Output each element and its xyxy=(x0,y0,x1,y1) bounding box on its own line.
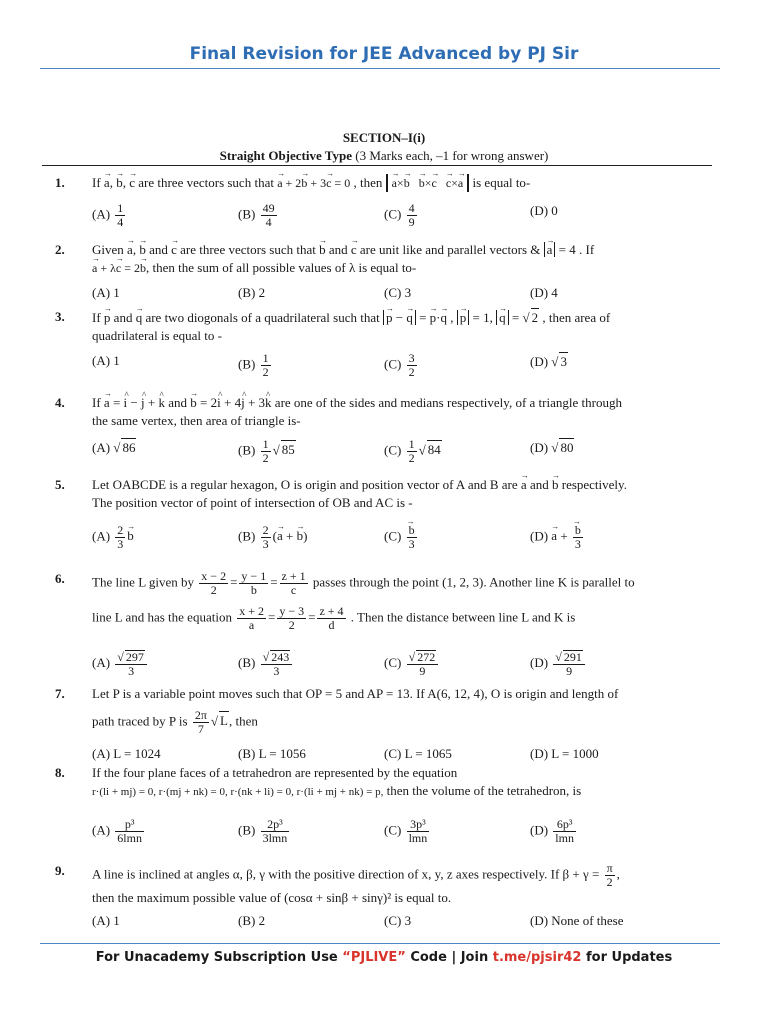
question-number: 7. xyxy=(55,686,65,701)
footer-code: “PJLIVE” xyxy=(342,950,406,965)
option-d[interactable]: (D) $\frac{√ 291}{9}$ xyxy=(530,650,587,678)
question-number: 9. xyxy=(55,863,65,878)
footer-telegram-link[interactable]: t.me/pjsir42 xyxy=(492,950,582,965)
option-b[interactable]: (B) $\frac{√ 243}{3}$ xyxy=(238,650,294,678)
option-d[interactable]: (D) √ 80 xyxy=(530,440,574,455)
option-c[interactable]: (C) 3 xyxy=(384,285,412,300)
option-d[interactable]: (D) √ 3 xyxy=(530,354,567,369)
option-d[interactable]: (D) → a + → $\frac{b}{3}$ xyxy=(530,524,585,551)
option-c[interactable]: (C) $\frac{\text{3p³}}{\text{lmn}}$ xyxy=(384,817,428,845)
option-c[interactable]: (C) L = 1065 xyxy=(384,746,452,761)
option-b[interactable]: (B) $\frac{1}{2}$ xyxy=(238,351,269,379)
option-a[interactable]: (A) 1 xyxy=(92,913,120,928)
section-subtitle xyxy=(0,148,768,164)
question-number: 6. xyxy=(55,571,65,586)
option-a[interactable]: (A) $\frac{\text{p³}}{\text{6lmn}}$ xyxy=(92,817,142,845)
question-number: 1. xyxy=(55,175,65,190)
footer-rule xyxy=(40,943,720,944)
question-text: Let OABCDE is a regular hexagon, O is origin and position vector of A and B are → a and → b respectively. The position vector of point of intersection of OB and AC is - xyxy=(92,476,712,512)
question-text: If → a, → b, → c are three vectors such that → a + 2→ b + 3→ c = 0 , then → a×→ b → b×→ c → c×→ a is equal to- xyxy=(92,174,712,192)
question-text: If → p and → q are two diogonals of a quadrilateral such that → p − → q = → p·→ q , → p = 1, → q = √ 2 , then area of quadrilateral is equal to - xyxy=(92,308,712,345)
footer-banner xyxy=(0,950,768,965)
option-b[interactable]: (B) $\frac{2}{3}$ (→ a + → b) xyxy=(238,524,307,551)
option-c[interactable]: (C) $\frac{√ 272}{9}$ xyxy=(384,650,440,678)
option-d[interactable]: (D) L = 1000 xyxy=(530,746,599,761)
option-b[interactable]: (B) L = 1056 xyxy=(238,746,306,761)
question-text: A line is inclined at angles α, β, γ with the positive direction of x, y, z axes respectively. If β + γ = $\frac{\pi}{2}$ , then the maximum possible value of (cosα + sinβ + sinγ)² is equal to. xyxy=(92,861,620,905)
option-b[interactable]: (B) $\frac{1}{2}$ √ 85 xyxy=(238,437,295,465)
option-d[interactable]: (D) $\frac{\text{6p³}}{\text{lmn}}$ xyxy=(530,817,574,845)
question-text: If the four plane faces of a tetrahedron are represented by the equation r·(li + mj) = 0, r·(mj + nk) = 0, r·(nk + li) = 0, r·(li + mj + nk) = p, then the volume of the tetrahedron, is xyxy=(92,765,582,798)
option-a[interactable]: (A) $\frac{√ 297}{3}$ xyxy=(92,650,149,678)
option-a[interactable]: (A) 1 xyxy=(92,285,120,300)
footer-text-mid: Code | Join xyxy=(405,950,493,965)
question-number: 3. xyxy=(55,309,65,324)
option-a[interactable]: (A) 1 xyxy=(92,353,120,368)
option-a[interactable]: (A) $\frac{2}{3}$ → b xyxy=(92,524,134,551)
section-title: SECTION–I(i) xyxy=(342,130,426,145)
option-d[interactable]: (D) 0 xyxy=(530,203,558,218)
option-b[interactable]: (B) 2 xyxy=(238,285,266,300)
question-number: 4. xyxy=(55,395,65,410)
option-b[interactable]: (B) 2 xyxy=(238,913,266,928)
option-c[interactable]: (C) 3 xyxy=(384,913,412,928)
option-d[interactable]: (D) 4 xyxy=(530,285,558,300)
option-a[interactable]: (A) $\frac{1}{4}$ xyxy=(92,201,124,229)
section-marks: (3 Marks each, –1 for wrong answer) xyxy=(355,148,549,163)
header-rule xyxy=(40,68,720,69)
question-number: 2. xyxy=(55,242,65,257)
option-c[interactable]: (C) $\frac{1}{2}$ √ 84 xyxy=(384,437,441,465)
option-c[interactable]: (C) $\frac{4}{9}$ xyxy=(384,201,415,229)
option-b[interactable]: (B) $\frac{\text{2p³}}{\text{3lmn}}$ xyxy=(238,817,288,845)
footer-text-post: for Updates xyxy=(581,950,673,965)
page-header-title: Final Revision for JEE Advanced by PJ Sir xyxy=(189,44,579,64)
question-text: Given → a, → b and → c are three vectors such that → b and → c are unit like and parallel vectors & → a = 4 . If → a + λ→ c = 2→ b, then the sum of all possible values of λ is equal to- xyxy=(92,241,712,277)
footer-text-pre: For Unacademy Subscription Use xyxy=(95,950,343,965)
option-a[interactable]: (A) √ 86 xyxy=(92,440,136,455)
option-c[interactable]: (C) → $\frac{b}{3}$ xyxy=(384,524,419,551)
question-text: Let P is a variable point moves such that OP = 5 and AP = 13. If A(6, 12, 4), O is origin and length of path traced by P is $\frac{2\pi}{7}$ √ L, then xyxy=(92,686,619,736)
option-d[interactable]: (D) None of these xyxy=(530,913,624,928)
question-number: 5. xyxy=(55,477,65,492)
section-type: Straight Objective Type xyxy=(219,148,352,163)
question-text: The line L given by $\frac{x - 2}{2}$ = $\frac{y - 1}{b}$ = $\frac{z + 1}{c}$ passes through the point (1, 2, 3). Another line K is parallel to line L and has the equation $\frac{x + 2}{a}$ = $\frac{y - 3}{2}$ = $\frac{z + 4}{d}$ . Then the distance between line L and K is xyxy=(92,569,635,632)
option-b[interactable]: (B) $\frac{49}{4}$ xyxy=(238,201,275,229)
option-c[interactable]: (C) $\frac{3}{2}$ xyxy=(384,351,415,379)
option-a[interactable]: (A) L = 1024 xyxy=(92,746,161,761)
question-text: If → a = ^ i − ^ j + ^ k and → b = 2^ i + 4^ j + 3^ k are one of the sides and medians respectively, of a triangle through the same vertex, then area of triangle is- xyxy=(92,394,712,430)
question-number: 8. xyxy=(55,765,65,780)
section-rule xyxy=(42,165,712,166)
